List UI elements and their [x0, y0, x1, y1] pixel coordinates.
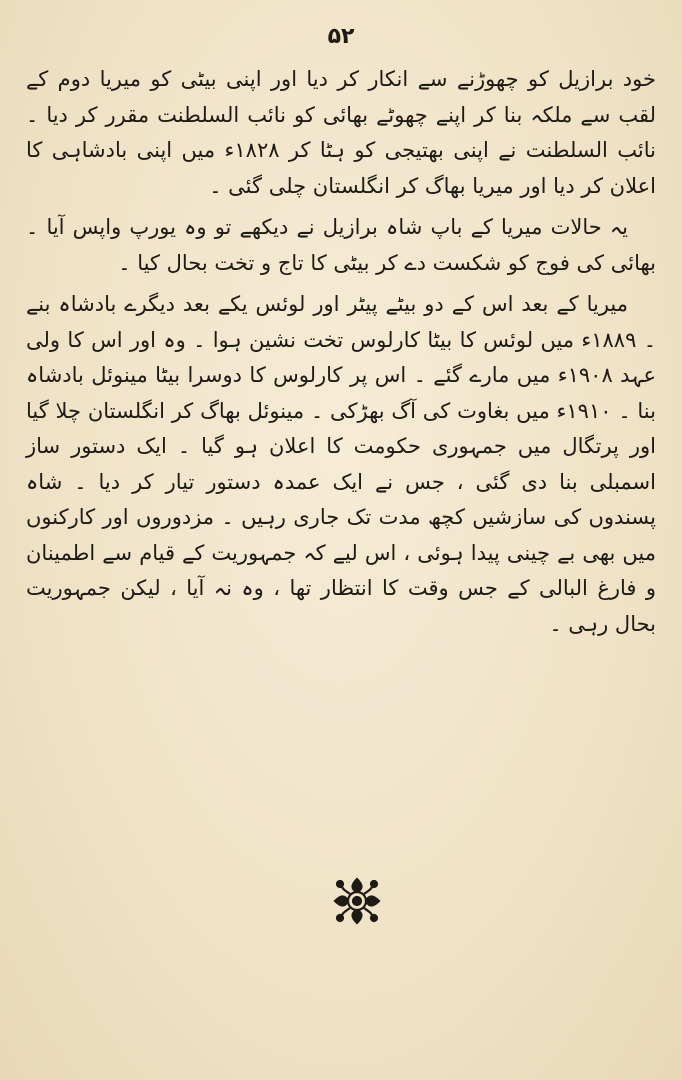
- page-number: ۵۲: [327, 24, 355, 49]
- paragraph-1: خود برازیل کو چھوڑنے سے انکار کر دیا اور اپنی بیٹی کو میریا دوم کے لقب سے ملکہ بنا کر اپنے چھوٹے بھائی کو نائب السلطنت مقرر کر دیا ۔ نائب السلطنت نے اپنی بھتیجی کو ہٹا کر ۱۸۲۸ء میں اپنی بادشاہی کا اعلان کر دیا اور میریا بھاگ کر انگلستان چلی گئی ۔: [26, 67, 656, 198]
- paragraph-3: میریا کے بعد اس کے دو بیٹے پیٹر اور لوئس یکے بعد دیگرے بادشاہ بنے ۔ ۱۸۸۹ء میں لوئس کا بیٹا کارلوس تخت نشین ہوا ۔ وہ اور اس کا ولی عہد ۱۹۰۸ء میں مارے گئے ۔ اس پر کارلوس کا دوسرا بیٹا مینوئل بادشاہ بنا ۔ ۱۹۱۰ء میں بغاوت کی آگ بھڑکی ۔ مینوئل بھاگ کر انگلستان چلا گیا اور پرتگال میں جمہوری حکومت کا اعلان ہو گیا ۔ ایک دستور ساز اسمبلی بنا دی گئی ، جس نے ایک عمدہ دستور تیار کر دیا ۔ شاہ پسندوں کی سازشیں کچھ مدت تک جاری رہیں ۔ مزدوروں اور کارکنوں میں بھی بے چینی پیدا ہوئی ، اس لیے کہ جمہوریت کے قیام سے اطمینان و فارغ البالی کے جس وقت کا انتظار تھا ، وہ نہ آیا ، لیکن جمہوریت بحال رہی ۔: [26, 292, 657, 636]
- floral-ornament-icon: [331, 875, 383, 927]
- paragraph-2: یہ حالات میریا کے باپ شاہ برازیل نے دیکھے تو وہ یورپ واپس آیا ۔ بھائی کی فوج کو شکست دے کر بیٹی کا تاج و تخت بحال کیا ۔: [26, 215, 656, 275]
- body-text: [26, 62, 656, 648]
